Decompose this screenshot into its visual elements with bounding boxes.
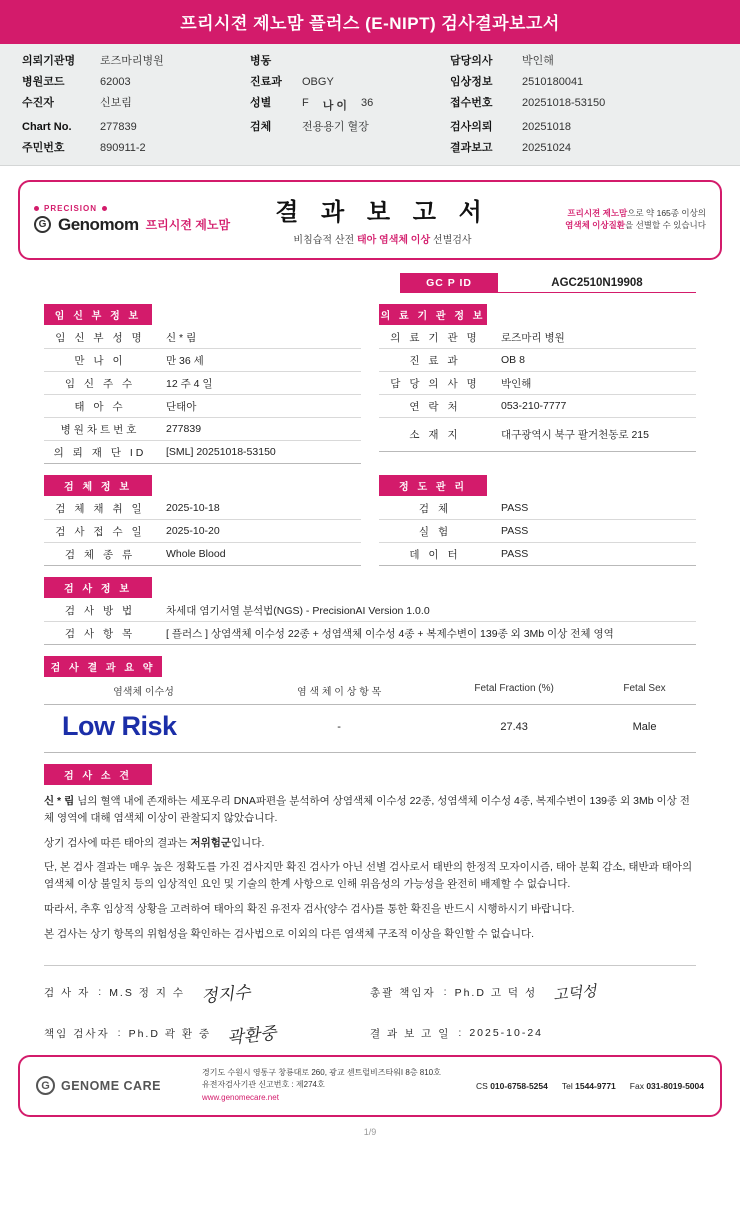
footer-website-link[interactable]: www.genomecare.net [202,1093,279,1103]
table-row [379,497,696,520]
signature-manager-value: Ph.D 곽 환 중 [128,1027,212,1040]
result-fetal-fraction-value: 27.43 [500,720,528,733]
table-row [44,622,696,645]
info-columns [44,304,696,464]
label-accession: 접수번호 [450,97,493,109]
row-key: 임 신 부 성 명 [44,326,156,349]
row-value: [ 플러스 ] 상염색체 이수성 22종 + 성염색체 이수성 4종 + 복제수변이 139종 외 3Mb 이상 전체 영역 [156,622,696,645]
label-department: 진료과 [250,76,282,88]
label-institution: 의뢰기관명 [22,55,76,67]
table-row [379,326,696,349]
banner-note-accent-1: 프리시젼 제노맘 [567,207,628,218]
footer-cs-value: 010-6758-5254 [490,1080,548,1091]
row-key: 태 아 수 [44,395,156,418]
brand-block [34,204,244,235]
findings-patient-name: 신 * 림 [44,795,75,807]
findings-paragraph-1-rest: 님의 혈액 내에 존재하는 세포우리 DNA파편을 분석하여 상염색체 이수성 22종, 성염색체 이수성 4종, 복제수변이 139종 외 3Mb 이상 전체 영역에 대해 염색체 이상이 관찰되지 않았습니다. [44,795,690,824]
sample-qc-columns [44,475,696,566]
footer-brand [36,1076,186,1095]
table-row [44,441,361,464]
row-key: 검 사 항 목 [44,622,156,645]
banner-note [521,207,706,232]
result-abnormal-items-value: - [337,720,341,733]
value-clinical-info: 2510180041 [522,76,584,88]
findings-text [44,793,696,943]
value-patient: 신보림 [100,97,132,109]
row-value: 2025-10-18 [156,497,361,520]
result-col-header-abnormal-items: 염 색 체 이 상 항 목 [296,687,382,698]
genome-care-logo-icon: G [36,1076,55,1095]
banner-note-rest-2: 을 선별할 수 있습니다 [625,220,706,230]
banner-subtitle-pre: 비침습적 산전 [293,235,357,246]
colon-4: : [458,1027,462,1040]
row-key: 검 사 방 법 [44,599,156,622]
result-fetal-sex-value: Male [632,720,657,733]
brand-name-row [34,215,244,235]
footer-tel-value: 1544-9771 [575,1080,616,1091]
signature-chief [370,980,696,1005]
gcp-id-row [0,273,696,293]
footer-brand-name: GENOME CARE [61,1078,161,1093]
table-row [44,520,361,543]
qc-info-heading: 정 도 관 리 [379,475,487,496]
row-value: 박인해 [491,372,696,395]
footer-address [202,1067,460,1105]
row-key: 검 체 [379,497,491,520]
report-title: 프리시젼 제노맘 플러스 (E-NIPT) 검사결과보고서 [180,14,560,33]
table-row [379,520,696,543]
findings-paragraph-5: 본 검사는 상기 항목의 위험성을 확인하는 검사법으로 이외의 다른 염색체 구조적 이상을 확인할 수 없습니다. [44,927,535,940]
signature-chief-stamp: 고덕성 [552,983,598,1004]
row-value: 단태아 [156,395,361,418]
value-report-date: 20251024 [522,142,571,154]
footer-cs-label: CS [476,1080,488,1091]
result-summary-heading: 검 사 결 과 요 약 [44,656,162,677]
row-key: 소 재 지 [379,418,491,452]
row-value: [SML] 20251018-53150 [156,441,361,464]
sample-info-table [44,497,361,566]
label-specimen: 검체 [250,121,272,133]
findings-paragraph-2 [44,835,696,852]
signature-examiner-value: M.S 정 지 수 [109,986,186,999]
table-row [44,372,361,395]
table-row [44,599,696,622]
row-value: 053-210-7777 [491,395,696,418]
row-value: OB 8 [491,349,696,372]
value-accession: 20251018-53150 [522,97,606,109]
row-key: 의 뢰 재 단 ID [44,441,156,464]
row-key: 의 료 기 관 명 [379,326,491,349]
sample-info-block [44,475,361,566]
exam-info-block [44,577,696,645]
dot-icon-right [102,206,107,211]
findings-paragraph-1 [44,793,696,827]
row-value: Whole Blood [156,543,361,566]
value-institution: 로즈마리병원 [100,55,164,67]
page-number: 1/9 [363,1126,377,1137]
footer-fax-label: Fax [629,1080,644,1091]
findings-p2-post: 입니다. [231,836,265,849]
result-risk-value: Low Risk [62,711,177,741]
banner-note-rest-1: 으로 약 165종 이상의 [627,207,706,218]
row-value: 2025-10-20 [156,520,361,543]
precision-tag [34,204,244,213]
value-doctor: 박인해 [522,55,554,67]
qc-info-table [379,497,696,566]
exam-info-table [44,599,696,645]
genome-logo-icon: G [34,216,51,233]
label-rrn: 주민번호 [22,142,65,154]
row-value: 277839 [156,418,361,441]
row-value: 차세대 염기서열 분석법(NGS) - PrecisionAI Version 1.0.0 [156,599,696,622]
signature-examiner-stamp: 정지수 [200,982,252,1007]
row-key: 데 이 터 [379,543,491,566]
banner-note-line-1 [521,207,706,219]
row-value: 신 * 림 [156,326,361,349]
label-patient: 수진자 [22,97,54,109]
dot-icon-left [34,206,39,211]
row-value: 대구광역시 북구 팔거천동로 215 [491,418,696,452]
row-key: 진 료 과 [379,349,491,372]
banner-subtitle [244,231,521,246]
footer-fax-value: 031-8019-5004 [646,1080,704,1091]
label-doctor: 담당의사 [450,55,493,67]
row-value: 로즈마리 병원 [491,326,696,349]
value-hospital-code: 62003 [100,76,131,88]
label-report-date: 결과보고 [450,142,493,154]
row-key: 실 험 [379,520,491,543]
row-value: PASS [491,520,696,543]
signature-chief-value: Ph.D 고 덕 성 [454,986,538,999]
colon-2: : [443,986,447,999]
value-rrn: 890911-2 [100,142,146,154]
signature-report-date-label: 결 과 보 고 일 [370,1027,451,1040]
table-row [379,395,696,418]
hospital-info-block [379,304,696,464]
banner-note-accent-2: 염색체 이상질환 [565,220,625,230]
result-col-header-fetal-sex: Fetal Sex [623,683,666,694]
result-summary-block [44,656,696,753]
signature-examiner-label: 검 사 자 [44,986,91,999]
value-request-date: 20251018 [522,121,571,133]
label-request-date: 검사의뢰 [450,121,493,133]
value-specimen: 전용용기 혈장 [302,121,369,133]
colon-1: : [98,986,102,999]
footer-address-line-2: 유전자검사기관 신고번호 : 제274호 [202,1080,325,1090]
footer-cs [476,1081,548,1091]
label-sex: 성별 [250,97,272,109]
precision-label: PRECISION [44,203,98,213]
banner-title: 결 과 보 고 서 [275,199,490,226]
table-row [379,418,696,452]
result-col-header-aneuploidy: 염색체 이수성 [113,687,174,698]
sample-info-heading: 검 체 정 보 [44,475,152,496]
row-key: 만 나 이 [44,349,156,372]
signature-section [44,965,696,1048]
hospital-info-heading: 의 료 기 관 정 보 [379,304,487,325]
signature-chief-label: 총괄 책임자 [370,986,436,999]
report-title-bar [0,0,740,44]
row-value: PASS [491,497,696,520]
report-banner-card [18,180,722,260]
table-row [44,543,361,566]
row-value: 만 36 세 [156,349,361,372]
table-row [44,395,361,418]
brand-name-kr: 프리시젼 제노맘 [145,218,231,232]
gcp-id-label: GC P ID [400,273,498,293]
row-key: 검 사 접 수 일 [44,520,156,543]
value-department: OBGY [302,76,334,88]
signature-manager-stamp: 곽환중 [226,1023,278,1048]
value-sex-age-group [302,97,450,113]
hospital-info-table [379,326,696,452]
label-clinical-info: 임상정보 [450,76,493,88]
exam-info-heading: 검 사 정 보 [44,577,152,598]
qc-info-block [379,475,696,566]
signature-manager [44,1021,370,1046]
gcp-id-value: AGC2510N19908 [498,273,696,293]
patient-header [0,44,740,166]
pregnant-info-block [44,304,361,464]
value-sex: F [302,97,309,109]
pregnant-info-heading: 임 신 부 정 보 [44,304,152,325]
row-key: 병원차트번호 [44,418,156,441]
findings-heading: 검 사 소 견 [44,764,152,785]
result-col-header-fetal-fraction: Fetal Fraction (%) [474,683,554,694]
findings-paragraph-3: 단, 본 검사 결과는 매우 높은 정확도를 가진 검사지만 확진 검사가 아닌 선별 검사로서 태반의 한정적 모자이시즘, 태아 분획 감소, 태반과 태아의 염색체 이상 불일치 등의 임상적인 요인 및 기술의 한계 사항으로 인해 위음성의 가능성을 완전히 배제할 수 없습니다. [44,861,693,891]
table-row [379,372,696,395]
signature-examiner [44,980,370,1005]
signature-report-date-value: 2025-10-24 [469,1027,544,1040]
label-hospital-code: 병원코드 [22,76,65,88]
banner-subtitle-post: 선별검사 [430,235,472,246]
table-row [44,326,361,349]
findings-p2-pre: 상기 검사에 따른 태아의 결과는 [44,836,191,849]
row-value: 12 주 4 일 [156,372,361,395]
label-chart-no: Chart No. [22,121,72,133]
row-key: 검 체 종 류 [44,543,156,566]
row-key: 검 체 채 취 일 [44,497,156,520]
row-value: PASS [491,543,696,566]
footer-fax [630,1081,704,1091]
footer-address-line-1: 경기도 수원시 영통구 창룡대로 260, 광교 센트럴비즈타워I 8층 810호 [202,1067,441,1077]
colon-3: : [117,1027,121,1040]
signature-manager-label: 책임 검사자 [44,1027,110,1040]
banner-subtitle-accent: 태아 염색체 이상 [356,235,431,246]
signature-report-date [370,1021,696,1046]
row-key: 담 당 의 사 명 [379,372,491,395]
row-key: 연 락 처 [379,395,491,418]
brand-name-en: Genomom [58,214,139,234]
table-row [379,349,696,372]
table-row [44,497,361,520]
pregnant-info-table [44,326,361,464]
findings-paragraph-4: 따라서, 추후 임상적 상황을 고려하여 태아의 확진 유전자 검사(양수 검사)를 통한 확진을 반드시 시행하시기 바랍니다. [44,902,575,915]
footer-tel [562,1081,616,1091]
table-row [44,418,361,441]
footer-tel-label: Tel [561,1080,573,1091]
result-summary-value-row [44,705,696,753]
row-key: 임 신 주 수 [44,372,156,395]
banner-title-block [244,192,521,246]
table-row [379,543,696,566]
footer-card [18,1055,722,1117]
label-ward: 병동 [250,55,272,67]
findings-p2-bold: 저위험군 [190,836,232,849]
value-chart-no: 277839 [100,121,137,133]
label-age: 나 이 [322,100,348,112]
findings-block [44,764,696,785]
table-row [44,349,361,372]
footer-contacts [476,1081,704,1091]
value-age: 36 [361,97,374,109]
banner-note-line-2 [521,219,706,231]
result-summary-header-row [44,678,696,705]
